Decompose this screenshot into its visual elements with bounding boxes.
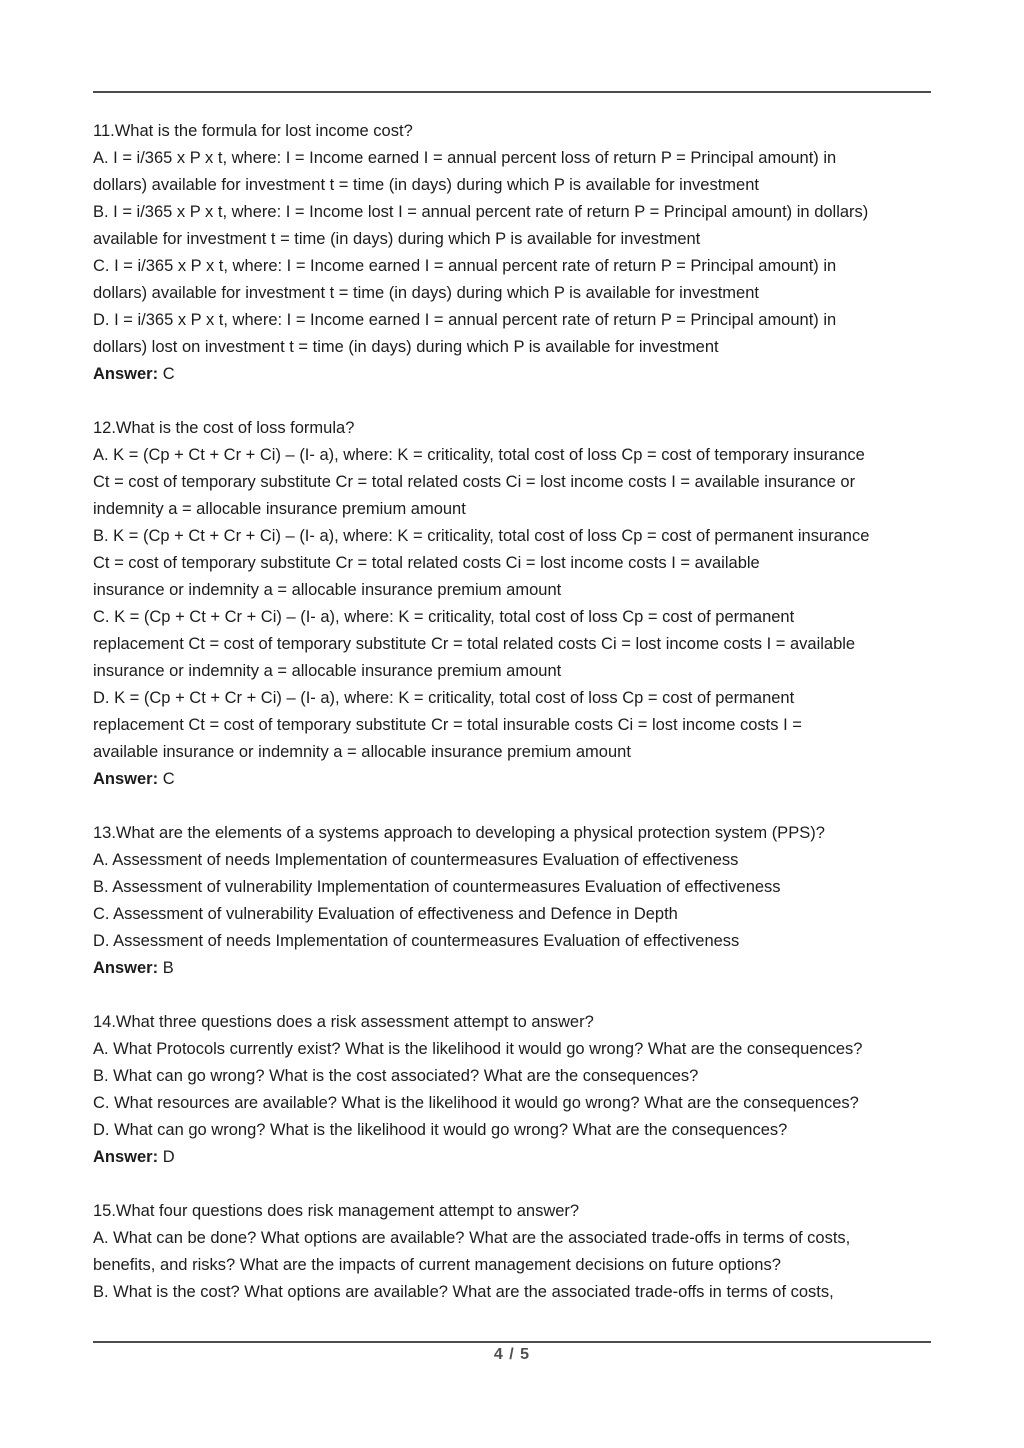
- question-title: 13.What are the elements of a systems approach to developing a physical protection system (PPS)?: [93, 824, 825, 842]
- question-text-line: Ct = cost of temporary substitute Cr = total related costs Ci = lost income costs I = available: [93, 554, 760, 572]
- question-text-line: benefits, and risks? What are the impacts of current management decisions on future options?: [93, 1256, 781, 1274]
- question-text-line: B. Assessment of vulnerability Implementation of countermeasures Evaluation of effectiveness: [93, 878, 781, 896]
- question-text-line: D. K = (Cp + Ct + Cr + Ci) – (I- a), where: K = criticality, total cost of loss Cp = cost of permanent: [93, 689, 795, 707]
- question-title: 15.What four questions does risk management attempt to answer?: [93, 1202, 580, 1220]
- question-title: 11.What is the formula for lost income cost?: [93, 122, 413, 140]
- answer-value: D: [158, 1148, 175, 1166]
- question-title: 12.What is the cost of loss formula?: [93, 419, 355, 437]
- answer-line: [93, 1144, 931, 1171]
- question-text-line: A. What Protocols currently exist? What is the likelihood it would go wrong? What are the consequences?: [93, 1040, 863, 1058]
- question-text-line: available insurance or indemnity a = allocable insurance premium amount: [93, 743, 631, 761]
- header-rule: [93, 91, 931, 93]
- answer-value: B: [158, 959, 174, 977]
- question-block-q12: [93, 415, 931, 793]
- question-text-line: insurance or indemnity a = allocable insurance premium amount: [93, 662, 562, 680]
- answer-label: Answer:: [93, 365, 159, 383]
- question-text-line: replacement Ct = cost of temporary substitute Cr = total related costs Ci = lost income costs I = available: [93, 635, 856, 653]
- question-text-line: C. K = (Cp + Ct + Cr + Ci) – (I- a), where: K = criticality, total cost of loss Cp = cost of permanent: [93, 608, 795, 626]
- question-text-line: insurance or indemnity a = allocable insurance premium amount: [93, 581, 562, 599]
- question-text-line: dollars) available for investment t = time (in days) during which P is available for investment: [93, 176, 759, 194]
- question-text-line: A. K = (Cp + Ct + Cr + Ci) – (I- a), where: K = criticality, total cost of loss Cp = cost of temporary insurance: [93, 446, 865, 464]
- question-text-line: C. What resources are available? What is the likelihood it would go wrong? What are the consequences?: [93, 1094, 859, 1112]
- question-text-line: D. What can go wrong? What is the likelihood it would go wrong? What are the consequences?: [93, 1121, 788, 1139]
- question-text-line: D. I = i/365 x P x t, where: I = Income earned I = annual percent rate of return P = Principal amount) in: [93, 311, 837, 329]
- question-block-q14: [93, 1009, 931, 1171]
- question-text-line: available for investment t = time (in days) during which P is available for investment: [93, 230, 701, 248]
- answer-label: Answer:: [93, 959, 159, 977]
- question-text-line: B. What can go wrong? What is the cost associated? What are the consequences?: [93, 1067, 699, 1085]
- question-block-q13: [93, 820, 931, 982]
- question-text-line: A. Assessment of needs Implementation of countermeasures Evaluation of effectiveness: [93, 851, 739, 869]
- question-text-line: C. I = i/365 x P x t, where: I = Income earned I = annual percent rate of return P = Principal amount) in: [93, 257, 837, 275]
- question-text-line: replacement Ct = cost of temporary substitute Cr = total insurable costs Ci = lost income costs I =: [93, 716, 802, 734]
- question-text-line: B. I = i/365 x P x t, where: I = Income lost I = annual percent rate of return P = Principal amount) in dollars): [93, 203, 869, 221]
- question-text-line: B. What is the cost? What options are available? What are the associated trade-offs in terms of costs,: [93, 1283, 834, 1301]
- question-block-q11: [93, 118, 931, 388]
- footer-rule: [93, 1341, 931, 1343]
- question-text-line: dollars) lost on investment t = time (in days) during which P is available for investment: [93, 338, 719, 356]
- question-text-line: indemnity a = allocable insurance premium amount: [93, 500, 466, 518]
- question-text-line: D. Assessment of needs Implementation of countermeasures Evaluation of effectiveness: [93, 932, 740, 950]
- answer-line: [93, 955, 931, 982]
- answer-label: Answer:: [93, 770, 159, 788]
- answer-value: C: [158, 365, 175, 383]
- page-number: 4 / 5: [493, 1346, 531, 1363]
- answer-line: [93, 766, 931, 793]
- answer-line: [93, 361, 931, 388]
- question-block-q15: [93, 1198, 931, 1306]
- question-text-line: B. K = (Cp + Ct + Cr + Ci) – (I- a), where: K = criticality, total cost of loss Cp = cost of permanent insurance: [93, 527, 870, 545]
- question-text-line: dollars) available for investment t = time (in days) during which P is available for investment: [93, 284, 759, 302]
- question-title: 14.What three questions does a risk assessment attempt to answer?: [93, 1013, 594, 1031]
- question-text-line: Ct = cost of temporary substitute Cr = total related costs Ci = lost income costs I = available insurance or: [93, 473, 856, 491]
- answer-value: C: [158, 770, 175, 788]
- question-text-line: A. I = i/365 x P x t, where: I = Income earned I = annual percent loss of return P = Principal amount) in: [93, 149, 837, 167]
- question-text-line: C. Assessment of vulnerability Evaluation of effectiveness and Defence in Depth: [93, 905, 678, 923]
- question-text-line: A. What can be done? What options are available? What are the associated trade-offs in terms of costs,: [93, 1229, 851, 1247]
- answer-label: Answer:: [93, 1148, 159, 1166]
- questions-container: [93, 118, 931, 1306]
